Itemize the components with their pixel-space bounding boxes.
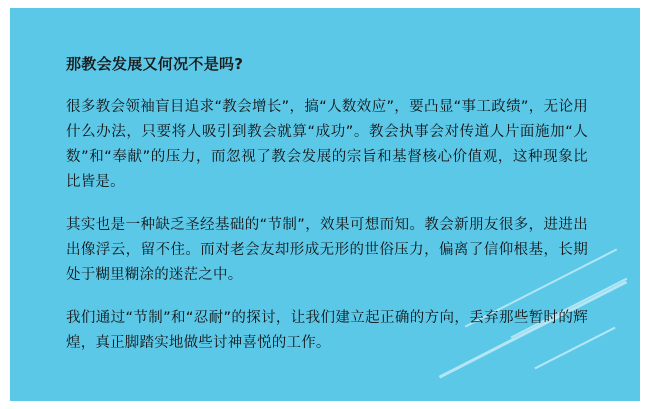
body-paragraph: 其实也是一种缺乏圣经基础的“节制”，效果可想而知。教会新朋友很多，进进出出像浮云，留不住。而对老会友却形成无形的世俗压力，偏离了信仰根基，长期处于糊里糊涂的迷茫之中。 [66, 216, 588, 283]
slide-canvas [10, 8, 640, 401]
body-paragraph: 我们通过“节制”和“忍耐”的探讨，让我们建立起正确的方向，丢弃那些暂时的辉煌，真正脚踏实地做些讨神喜悦的工作。 [66, 309, 588, 351]
slide-content [10, 8, 640, 355]
slide-title: 那教会发展又何况不是吗? [66, 55, 244, 73]
body-paragraph: 很多教会领袖盲目追求“教会增长”，搞“人数效应”，要凸显“事工政绩”，无论用什么办法，只要将人吸引到教会就算“成功”。教会执事会对传道人片面施加“人数”和“奉献”的压力，而忽视了教会发展的宗旨和基督核心价值观，这种现象比比皆是。 [66, 99, 588, 190]
